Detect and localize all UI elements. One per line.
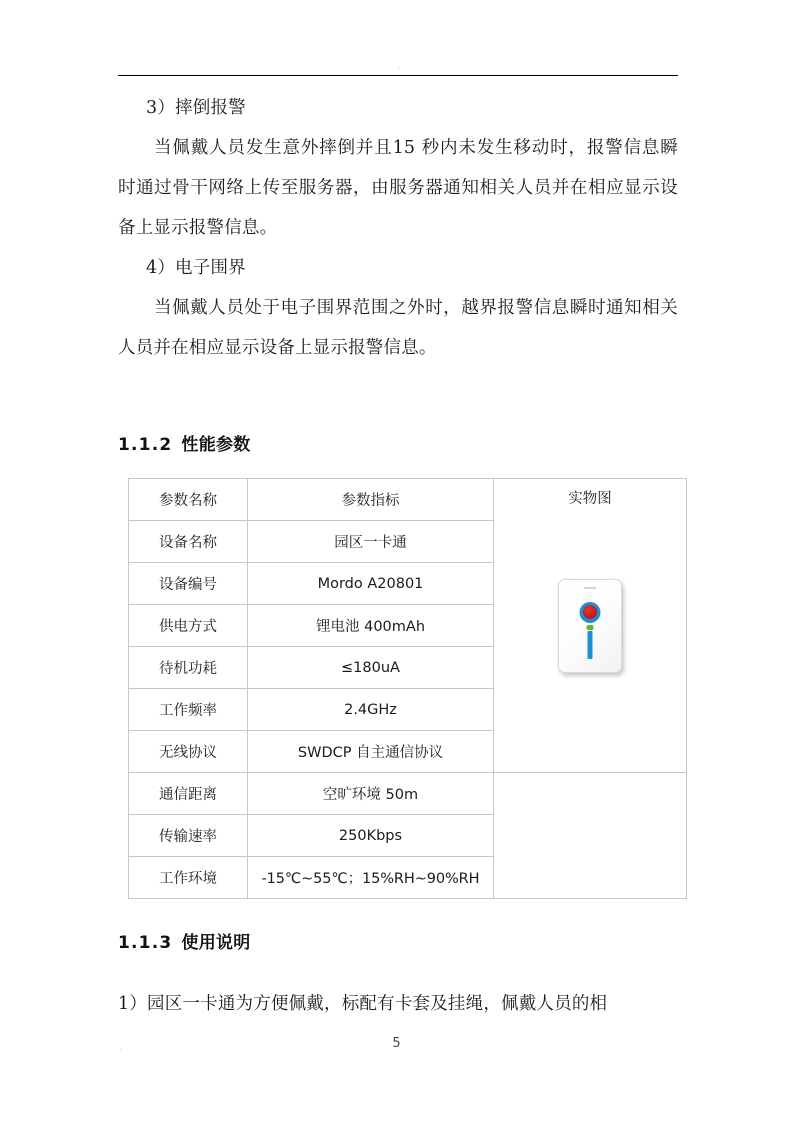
page-content — [118, 88, 678, 460]
spacer-after-heading — [118, 958, 678, 984]
page-number: 5 — [392, 1036, 401, 1051]
list-marker-3: 3） — [146, 98, 176, 118]
emblem-led-icon — [587, 625, 594, 630]
specification-table — [128, 478, 687, 899]
row-value-bitrate: 250Kbps — [248, 815, 494, 857]
page-footer — [0, 1036, 793, 1076]
table-header-value: 参数指标 — [248, 479, 494, 521]
row-label-device-name: 设备名称 — [129, 521, 248, 563]
row-value-standby-power: ≤180uA — [248, 647, 494, 689]
table-cell-product-photo — [494, 479, 687, 773]
heading-number-113: 1.1.3 — [118, 933, 173, 953]
card-emblem-icon — [579, 602, 601, 660]
list-title-4: 电子围界 — [175, 258, 246, 278]
list-item-4 — [118, 248, 678, 288]
row-value-environment: -15℃~55℃；15%RH~90%RH — [248, 857, 494, 899]
table-row-header — [129, 479, 687, 521]
table-cell-photo-filler — [494, 773, 687, 899]
table-header-photo: 实物图 — [568, 491, 612, 507]
heading-text-112: 性能参数 — [181, 435, 251, 455]
row-label-distance: 通信距离 — [129, 773, 248, 815]
product-card-image — [558, 579, 622, 673]
table-header-name: 参数名称 — [129, 479, 248, 521]
footer-mark: . — [120, 1044, 122, 1052]
row-value-frequency: 2.4GHz — [248, 689, 494, 731]
list-item-3 — [118, 88, 678, 128]
heading-number-112: 1.1.2 — [118, 435, 173, 455]
emblem-button-icon — [583, 605, 597, 619]
paragraph-electronic-fence: 当佩戴人员处于电子围界范围之外时，越界报警信息瞬时通知相关人员并在相应显示设备上显示报警信息。 — [118, 298, 678, 358]
table-row — [129, 773, 687, 815]
spacer-before-heading — [118, 368, 678, 430]
row-label-power-supply: 供电方式 — [129, 605, 248, 647]
usage-list-item-1: 1）园区一卡通为方便佩戴，标配有卡套及挂绳，佩戴人员的相 — [118, 994, 608, 1014]
row-value-power-supply: 锂电池 400mAh — [248, 605, 494, 647]
row-label-device-number: 设备编号 — [129, 563, 248, 605]
list-marker-4: 4） — [146, 258, 176, 278]
row-label-standby-power: 待机功耗 — [129, 647, 248, 689]
row-label-bitrate: 传输速率 — [129, 815, 248, 857]
page-content-lower — [118, 928, 678, 1024]
row-label-environment: 工作环境 — [129, 857, 248, 899]
heading-usage-instructions — [118, 928, 678, 958]
row-label-protocol: 无线协议 — [129, 731, 248, 773]
row-value-device-number: Mordo A20801 — [248, 563, 494, 605]
row-value-protocol: SWDCP 自主通信协议 — [248, 731, 494, 773]
page-header — [0, 0, 793, 80]
header-mark: . — [398, 63, 400, 71]
list-title-3: 摔倒报警 — [175, 98, 246, 118]
emblem-stem-icon — [588, 631, 593, 659]
paragraph-fall-alarm: 当佩戴人员发生意外摔倒并且15 秒内未发生移动时，报警信息瞬时通过骨干网络上传至服务器，由服务器通知相关人员并在相应显示设备上显示报警信息。 — [118, 138, 678, 238]
row-value-device-name: 园区一卡通 — [248, 521, 494, 563]
spec-table-wrapper — [128, 478, 683, 888]
heading-performance-parameters — [118, 430, 678, 460]
heading-text-113: 使用说明 — [181, 933, 251, 953]
row-value-distance: 空旷环境 50m — [248, 773, 494, 815]
header-rule — [118, 75, 678, 76]
card-slot-icon — [584, 587, 597, 590]
row-label-frequency: 工作频率 — [129, 689, 248, 731]
